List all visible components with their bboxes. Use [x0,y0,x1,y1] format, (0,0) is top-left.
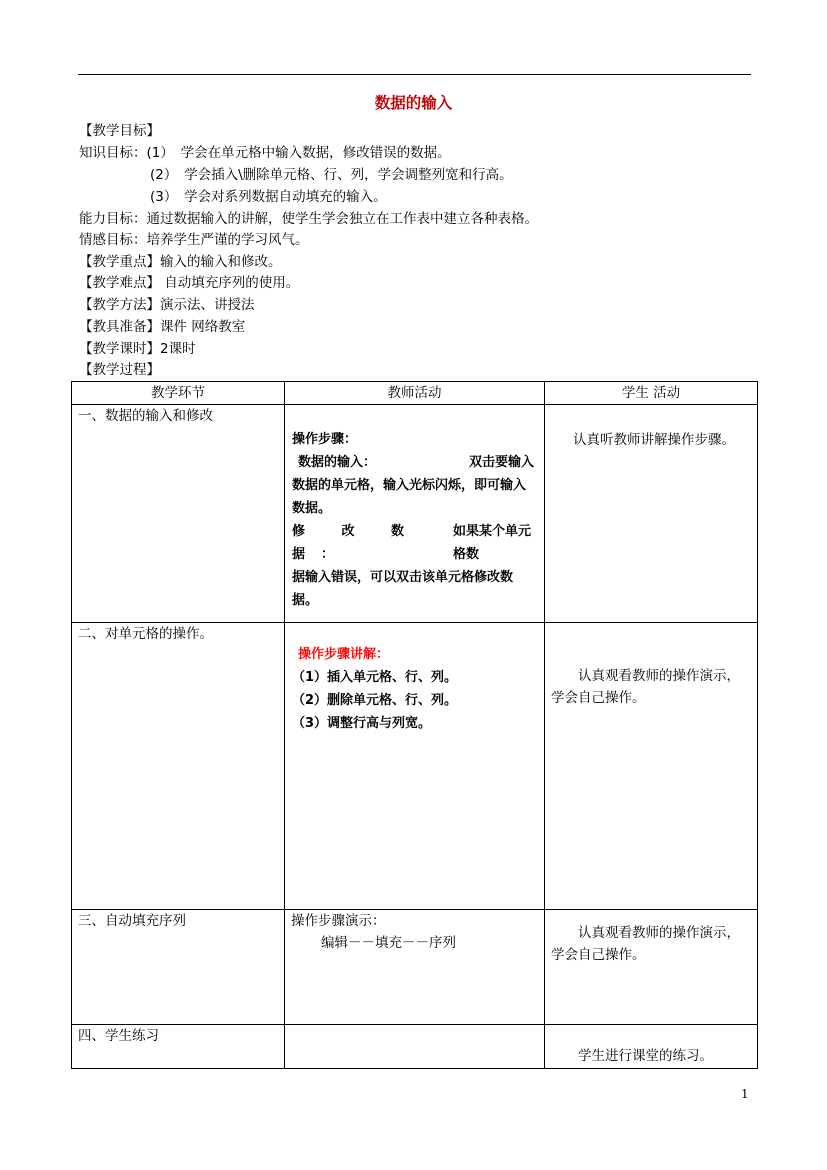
student-cell: 认真观看教师的操作演示，学会自己操作。 [545,623,758,910]
teacher-step: （3）调整行高与列宽。 [292,716,432,731]
teaching-tools: 【教具准备】课件 网络教室 [79,319,246,335]
student-cell: 认真听教师讲解操作步骤。 [545,405,758,623]
teacher-cell [285,1025,545,1069]
teacher-step: （1）插入单元格、行、列。 [292,670,458,685]
header-stage: 教学环节 [72,382,285,405]
header-student: 学生 活动 [545,382,758,405]
teacher-cell [285,405,545,623]
emotion-objective: 情感目标：培养学生严谨的学习风气。 [79,232,309,248]
page-number: 1 [741,1087,749,1101]
ability-objective: 能力目标：通过数据输入的讲解，使学生学会独立在工作表中建立各种表格。 [79,211,538,227]
student-cell: 认真观看教师的操作演示，学会自己操作。 [545,910,758,1025]
input-text: 双击要输入 [468,455,534,470]
stage-cell: 三、自动填充序列 [72,910,285,1025]
knowledge-objective-2: (2） 学会插入\删除单元格、行、列，学会调整列宽和行高。 [150,167,513,183]
knowledge-objective-1: 知识目标：(1） 学会在单元格中输入数据，修改错误的数据。 [79,145,451,161]
teacher-heading: 操作步骤： [292,432,358,447]
class-hours: 【教学课时】2课时 [79,341,196,357]
modify-line [292,520,534,566]
document-title: 数据的输入 [374,94,453,112]
teacher-heading: 操作步骤讲解： [298,647,390,662]
teacher-step: （2）删除单元格、行、列。 [292,693,458,708]
lesson-plan-table [71,381,758,1069]
table-row [72,910,758,1025]
header-teacher: 教师活动 [285,382,545,405]
difficulty: 【教学难点】 自动填充序列的使用。 [79,275,300,291]
table-row [72,623,758,910]
teacher-path: 编辑－－填充－－序列 [321,935,456,951]
table-row [72,405,758,623]
teacher-cell [285,910,545,1025]
student-cell: 学生进行课堂的练习。 [545,1025,758,1069]
table-header-row [72,382,758,405]
input-line [292,451,534,474]
input-label: 数据的输入： [298,455,377,470]
table-row [72,1025,758,1069]
key-point: 【教学重点】输入的输入和修改。 [79,254,282,270]
modify-label: 修 改 数 据： [292,524,421,562]
teacher-cell [285,623,545,910]
objectives-heading: 【教学目标】 [79,123,160,139]
modify-continuation: 据输入错误，可以双击该单元格修改数据。 [292,570,514,608]
teaching-method: 【教学方法】演示法、讲授法 [79,297,255,313]
header-rule [78,74,751,75]
input-continuation: 数据的单元格，输入光标闪烁，即可输入数据。 [292,478,527,516]
process-heading: 【教学过程】 [79,362,160,378]
modify-text: 如果某个单元格数 [452,524,531,562]
stage-cell: 二、对单元格的操作。 [72,623,285,910]
stage-cell: 一、数据的输入和修改 [72,405,285,623]
knowledge-objective-3: (3） 学会对系列数据自动填充的输入。 [150,189,387,205]
stage-cell: 四、学生练习 [72,1025,285,1069]
teacher-heading: 操作步骤演示： [291,913,386,929]
